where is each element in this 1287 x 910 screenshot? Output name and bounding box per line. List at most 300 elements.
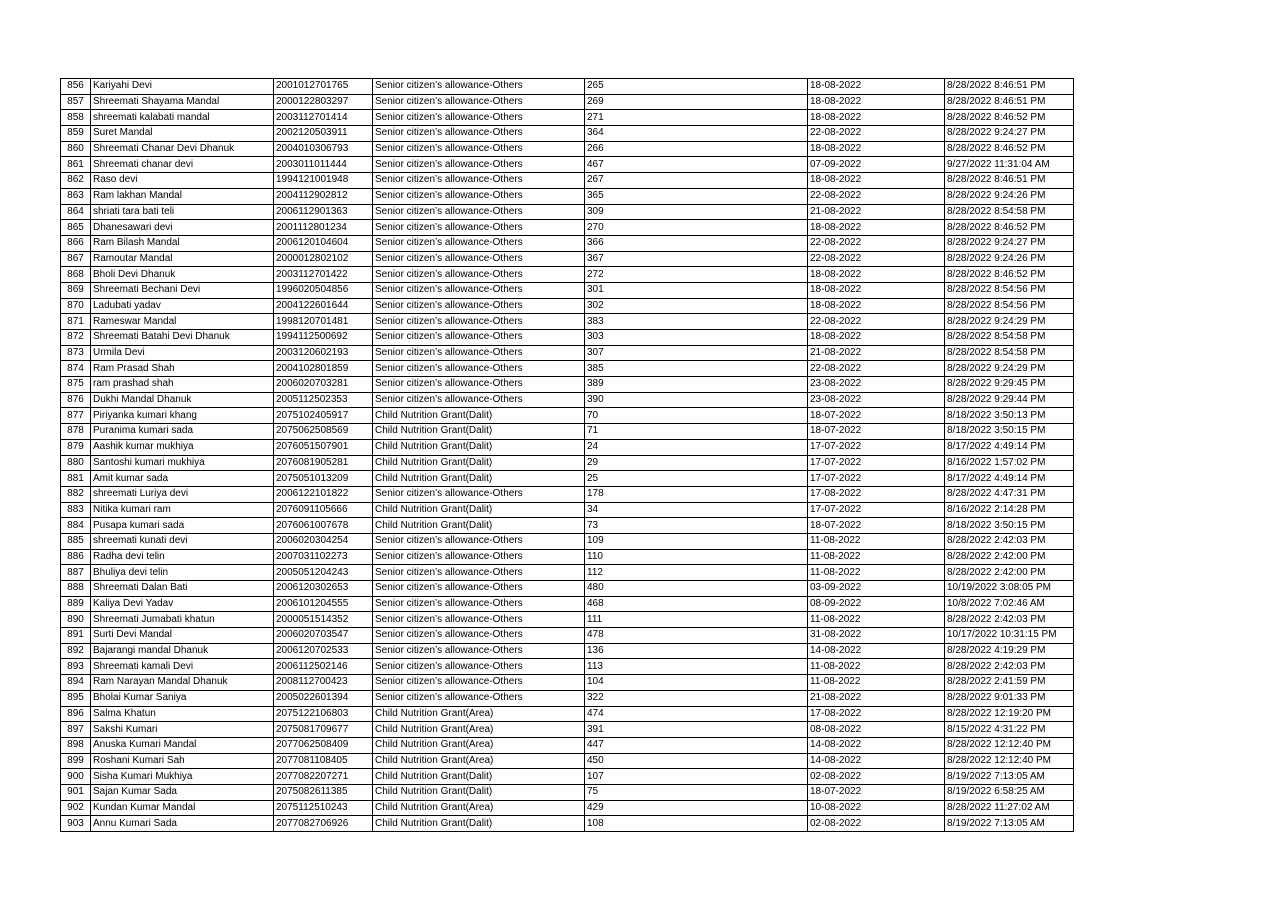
date-cell: 31-08-2022: [808, 628, 945, 644]
name-cell: Dhanesawari devi: [91, 220, 274, 236]
name-cell: Ram Narayan Mandal Dhanuk: [91, 675, 274, 691]
id-number-cell: 2002120503911: [274, 126, 373, 142]
table-row: [61, 737, 1074, 753]
code-cell: 111: [585, 612, 808, 628]
code-cell: 34: [585, 502, 808, 518]
name-cell: Radha devi telin: [91, 549, 274, 565]
id-number-cell: 2006120702533: [274, 643, 373, 659]
id-number-cell: 2076091105666: [274, 502, 373, 518]
name-cell: Salma Khatun: [91, 706, 274, 722]
name-cell: Shreemati Chanar Devi Dhanuk: [91, 141, 274, 157]
table-row: [61, 377, 1074, 393]
scheme-cell: Child Nutrition Grant(Dalit): [373, 502, 585, 518]
name-cell: Roshani Kumari Sah: [91, 753, 274, 769]
name-cell: Sajan Kumar Sada: [91, 784, 274, 800]
date-cell: 22-08-2022: [808, 251, 945, 267]
timestamp-cell: 8/28/2022 4:19:29 PM: [945, 643, 1074, 659]
table-row: [61, 408, 1074, 424]
serial-number-cell: 883: [61, 502, 91, 518]
timestamp-cell: 8/28/2022 9:24:27 PM: [945, 235, 1074, 251]
id-number-cell: 2077082706926: [274, 816, 373, 832]
id-number-cell: 2075082611385: [274, 784, 373, 800]
table-row: [61, 298, 1074, 314]
timestamp-cell: 8/28/2022 12:12:40 PM: [945, 753, 1074, 769]
name-cell: Kaliya Devi Yadav: [91, 596, 274, 612]
scheme-cell: Senior citizen’s allowance-Others: [373, 596, 585, 612]
date-cell: 18-07-2022: [808, 408, 945, 424]
name-cell: Piriyanka kumari khang: [91, 408, 274, 424]
table-row: [61, 345, 1074, 361]
code-cell: 29: [585, 455, 808, 471]
scheme-cell: Senior citizen’s allowance-Others: [373, 345, 585, 361]
scheme-cell: Senior citizen’s allowance-Others: [373, 204, 585, 220]
table-row: [61, 282, 1074, 298]
timestamp-cell: 8/28/2022 2:41:59 PM: [945, 675, 1074, 691]
timestamp-cell: 8/28/2022 8:46:51 PM: [945, 79, 1074, 95]
name-cell: Shreemati Shayama Mandal: [91, 94, 274, 110]
name-cell: Ram Bilash Mandal: [91, 235, 274, 251]
name-cell: Surti Devi Mandal: [91, 628, 274, 644]
code-cell: 383: [585, 314, 808, 330]
table-row: [61, 753, 1074, 769]
timestamp-cell: 8/19/2022 7:13:05 AM: [945, 816, 1074, 832]
date-cell: 11-08-2022: [808, 549, 945, 565]
date-cell: 21-08-2022: [808, 204, 945, 220]
serial-number-cell: 869: [61, 282, 91, 298]
code-cell: 366: [585, 235, 808, 251]
serial-number-cell: 890: [61, 612, 91, 628]
name-cell: Shreemati Batahi Devi Dhanuk: [91, 330, 274, 346]
date-cell: 17-07-2022: [808, 439, 945, 455]
timestamp-cell: 8/28/2022 2:42:00 PM: [945, 549, 1074, 565]
name-cell: Shreemati Dalan Bati: [91, 581, 274, 597]
serial-number-cell: 859: [61, 126, 91, 142]
scheme-cell: Senior citizen’s allowance-Others: [373, 110, 585, 126]
id-number-cell: 2076061007678: [274, 518, 373, 534]
scheme-cell: Senior citizen’s allowance-Others: [373, 157, 585, 173]
table-row: [61, 784, 1074, 800]
table-row: [61, 251, 1074, 267]
date-cell: 14-08-2022: [808, 737, 945, 753]
code-cell: 302: [585, 298, 808, 314]
scheme-cell: Child Nutrition Grant(Area): [373, 737, 585, 753]
id-number-cell: 2075062508569: [274, 424, 373, 440]
name-cell: Santoshi kumari mukhiya: [91, 455, 274, 471]
code-cell: 267: [585, 173, 808, 189]
serial-number-cell: 868: [61, 267, 91, 283]
date-cell: 18-07-2022: [808, 518, 945, 534]
table-row: [61, 392, 1074, 408]
id-number-cell: 2076081905281: [274, 455, 373, 471]
id-number-cell: 2006020703547: [274, 628, 373, 644]
serial-number-cell: 864: [61, 204, 91, 220]
name-cell: shreemati kalabati mandal: [91, 110, 274, 126]
id-number-cell: 2000051514352: [274, 612, 373, 628]
code-cell: 104: [585, 675, 808, 691]
table-row: [61, 188, 1074, 204]
table-row: [61, 424, 1074, 440]
table-row: [61, 628, 1074, 644]
table-row: [61, 157, 1074, 173]
serial-number-cell: 900: [61, 769, 91, 785]
timestamp-cell: 8/28/2022 8:54:58 PM: [945, 345, 1074, 361]
date-cell: 11-08-2022: [808, 565, 945, 581]
date-cell: 18-08-2022: [808, 220, 945, 236]
date-cell: 17-08-2022: [808, 706, 945, 722]
table-row: [61, 439, 1074, 455]
scheme-cell: Child Nutrition Grant(Dalit): [373, 439, 585, 455]
date-cell: 08-09-2022: [808, 596, 945, 612]
id-number-cell: 2004102801859: [274, 361, 373, 377]
table-row: [61, 690, 1074, 706]
code-cell: 70: [585, 408, 808, 424]
timestamp-cell: 8/28/2022 11:27:02 AM: [945, 800, 1074, 816]
name-cell: shriati tara bati teli: [91, 204, 274, 220]
serial-number-cell: 891: [61, 628, 91, 644]
timestamp-cell: 8/28/2022 9:01:33 PM: [945, 690, 1074, 706]
date-cell: 18-08-2022: [808, 141, 945, 157]
serial-number-cell: 886: [61, 549, 91, 565]
serial-number-cell: 889: [61, 596, 91, 612]
table-row: [61, 173, 1074, 189]
date-cell: 14-08-2022: [808, 643, 945, 659]
table-row: [61, 486, 1074, 502]
serial-number-cell: 903: [61, 816, 91, 832]
scheme-cell: Senior citizen’s allowance-Others: [373, 690, 585, 706]
date-cell: 18-08-2022: [808, 79, 945, 95]
name-cell: Aashik kumar mukhiya: [91, 439, 274, 455]
timestamp-cell: 8/28/2022 2:42:03 PM: [945, 659, 1074, 675]
code-cell: 390: [585, 392, 808, 408]
table-row: [61, 455, 1074, 471]
date-cell: 22-08-2022: [808, 126, 945, 142]
date-cell: 21-08-2022: [808, 345, 945, 361]
table-row: [61, 722, 1074, 738]
serial-number-cell: 877: [61, 408, 91, 424]
scheme-cell: Senior citizen’s allowance-Others: [373, 235, 585, 251]
table-row: [61, 330, 1074, 346]
date-cell: 08-08-2022: [808, 722, 945, 738]
table-row: [61, 800, 1074, 816]
table-row: [61, 110, 1074, 126]
table-row: [61, 361, 1074, 377]
timestamp-cell: 8/28/2022 4:47:31 PM: [945, 486, 1074, 502]
name-cell: Raso devi: [91, 173, 274, 189]
name-cell: Dukhi Mandal Dhanuk: [91, 392, 274, 408]
serial-number-cell: 894: [61, 675, 91, 691]
scheme-cell: Child Nutrition Grant(Dalit): [373, 471, 585, 487]
scheme-cell: Senior citizen’s allowance-Others: [373, 581, 585, 597]
code-cell: 303: [585, 330, 808, 346]
date-cell: 02-08-2022: [808, 769, 945, 785]
date-cell: 07-09-2022: [808, 157, 945, 173]
scheme-cell: Child Nutrition Grant(Area): [373, 706, 585, 722]
table-row: [61, 518, 1074, 534]
scheme-cell: Senior citizen’s allowance-Others: [373, 282, 585, 298]
scheme-cell: Senior citizen’s allowance-Others: [373, 565, 585, 581]
name-cell: Nitika kumari ram: [91, 502, 274, 518]
date-cell: 22-08-2022: [808, 314, 945, 330]
name-cell: Ram lakhan Mandal: [91, 188, 274, 204]
timestamp-cell: 8/28/2022 12:12:40 PM: [945, 737, 1074, 753]
timestamp-cell: 8/28/2022 8:54:58 PM: [945, 204, 1074, 220]
id-number-cell: 2003120602193: [274, 345, 373, 361]
table-row: [61, 220, 1074, 236]
serial-number-cell: 873: [61, 345, 91, 361]
timestamp-cell: 8/28/2022 8:46:51 PM: [945, 173, 1074, 189]
name-cell: Shreemati Bechani Devi: [91, 282, 274, 298]
serial-number-cell: 902: [61, 800, 91, 816]
id-number-cell: 2007031102273: [274, 549, 373, 565]
code-cell: 301: [585, 282, 808, 298]
serial-number-cell: 860: [61, 141, 91, 157]
scheme-cell: Senior citizen’s allowance-Others: [373, 220, 585, 236]
id-number-cell: 2006112502146: [274, 659, 373, 675]
table-row: [61, 769, 1074, 785]
id-number-cell: 2076051507901: [274, 439, 373, 455]
date-cell: 22-08-2022: [808, 361, 945, 377]
name-cell: Bholi Devi Dhanuk: [91, 267, 274, 283]
scheme-cell: Senior citizen’s allowance-Others: [373, 330, 585, 346]
timestamp-cell: 8/28/2022 9:24:26 PM: [945, 251, 1074, 267]
date-cell: 18-08-2022: [808, 330, 945, 346]
id-number-cell: 2004010306793: [274, 141, 373, 157]
scheme-cell: Senior citizen’s allowance-Others: [373, 643, 585, 659]
code-cell: 271: [585, 110, 808, 126]
serial-number-cell: 857: [61, 94, 91, 110]
table-row: [61, 581, 1074, 597]
code-cell: 25: [585, 471, 808, 487]
timestamp-cell: 8/19/2022 7:13:05 AM: [945, 769, 1074, 785]
scheme-cell: Child Nutrition Grant(Dalit): [373, 816, 585, 832]
serial-number-cell: 901: [61, 784, 91, 800]
code-cell: 71: [585, 424, 808, 440]
serial-number-cell: 878: [61, 424, 91, 440]
date-cell: 18-07-2022: [808, 784, 945, 800]
scheme-cell: Child Nutrition Grant(Area): [373, 800, 585, 816]
id-number-cell: 2006020304254: [274, 533, 373, 549]
serial-number-cell: 865: [61, 220, 91, 236]
code-cell: 391: [585, 722, 808, 738]
timestamp-cell: 8/28/2022 2:42:00 PM: [945, 565, 1074, 581]
scheme-cell: Child Nutrition Grant(Dalit): [373, 408, 585, 424]
serial-number-cell: 875: [61, 377, 91, 393]
name-cell: Ladubati yadav: [91, 298, 274, 314]
date-cell: 18-07-2022: [808, 424, 945, 440]
table-row: [61, 267, 1074, 283]
code-cell: 265: [585, 79, 808, 95]
id-number-cell: 2001012701765: [274, 79, 373, 95]
name-cell: Shreemati Jumabati khatun: [91, 612, 274, 628]
serial-number-cell: 872: [61, 330, 91, 346]
code-cell: 270: [585, 220, 808, 236]
code-cell: 365: [585, 188, 808, 204]
id-number-cell: 2003112701414: [274, 110, 373, 126]
timestamp-cell: 8/28/2022 2:42:03 PM: [945, 612, 1074, 628]
id-number-cell: 2003112701422: [274, 267, 373, 283]
serial-number-cell: 867: [61, 251, 91, 267]
scheme-cell: Child Nutrition Grant(Dalit): [373, 424, 585, 440]
date-cell: 18-08-2022: [808, 110, 945, 126]
date-cell: 22-08-2022: [808, 188, 945, 204]
id-number-cell: 2075122106803: [274, 706, 373, 722]
name-cell: Amit kumar sada: [91, 471, 274, 487]
table-row: [61, 612, 1074, 628]
code-cell: 480: [585, 581, 808, 597]
scheme-cell: Senior citizen’s allowance-Others: [373, 94, 585, 110]
code-cell: 109: [585, 533, 808, 549]
table-row: [61, 565, 1074, 581]
name-cell: Anuska Kumari Mandal: [91, 737, 274, 753]
serial-number-cell: 884: [61, 518, 91, 534]
code-cell: 110: [585, 549, 808, 565]
date-cell: 18-08-2022: [808, 282, 945, 298]
serial-number-cell: 858: [61, 110, 91, 126]
date-cell: 18-08-2022: [808, 94, 945, 110]
serial-number-cell: 866: [61, 235, 91, 251]
scheme-cell: Senior citizen’s allowance-Others: [373, 361, 585, 377]
date-cell: 17-08-2022: [808, 486, 945, 502]
timestamp-cell: 8/15/2022 4:31:22 PM: [945, 722, 1074, 738]
code-cell: 73: [585, 518, 808, 534]
name-cell: Puranima kumari sada: [91, 424, 274, 440]
date-cell: 17-07-2022: [808, 471, 945, 487]
scheme-cell: Senior citizen’s allowance-Others: [373, 79, 585, 95]
code-cell: 75: [585, 784, 808, 800]
name-cell: Bajarangi mandal Dhanuk: [91, 643, 274, 659]
date-cell: 22-08-2022: [808, 235, 945, 251]
timestamp-cell: 8/28/2022 8:46:52 PM: [945, 267, 1074, 283]
scheme-cell: Senior citizen’s allowance-Others: [373, 298, 585, 314]
name-cell: Rameswar Mandal: [91, 314, 274, 330]
serial-number-cell: 899: [61, 753, 91, 769]
date-cell: 03-09-2022: [808, 581, 945, 597]
serial-number-cell: 870: [61, 298, 91, 314]
id-number-cell: 1994121001948: [274, 173, 373, 189]
id-number-cell: 2004122601644: [274, 298, 373, 314]
scheme-cell: Senior citizen’s allowance-Others: [373, 141, 585, 157]
id-number-cell: 2006020703281: [274, 377, 373, 393]
code-cell: 364: [585, 126, 808, 142]
code-cell: 107: [585, 769, 808, 785]
serial-number-cell: 885: [61, 533, 91, 549]
serial-number-cell: 879: [61, 439, 91, 455]
scheme-cell: Child Nutrition Grant(Dalit): [373, 769, 585, 785]
timestamp-cell: 8/28/2022 9:24:27 PM: [945, 126, 1074, 142]
name-cell: Suret Mandal: [91, 126, 274, 142]
table-row: [61, 141, 1074, 157]
serial-number-cell: 893: [61, 659, 91, 675]
table-row: [61, 314, 1074, 330]
scheme-cell: Child Nutrition Grant(Dalit): [373, 455, 585, 471]
scheme-cell: Senior citizen’s allowance-Others: [373, 628, 585, 644]
table-row: [61, 471, 1074, 487]
table-row: [61, 706, 1074, 722]
id-number-cell: 2075051013209: [274, 471, 373, 487]
serial-number-cell: 861: [61, 157, 91, 173]
code-cell: 468: [585, 596, 808, 612]
table-row: [61, 502, 1074, 518]
id-number-cell: 2006101204555: [274, 596, 373, 612]
id-number-cell: 2075081709677: [274, 722, 373, 738]
scheme-cell: Senior citizen’s allowance-Others: [373, 314, 585, 330]
table-row: [61, 596, 1074, 612]
code-cell: 178: [585, 486, 808, 502]
date-cell: 18-08-2022: [808, 267, 945, 283]
scheme-cell: Senior citizen’s allowance-Others: [373, 675, 585, 691]
date-cell: 14-08-2022: [808, 753, 945, 769]
table-row: [61, 126, 1074, 142]
date-cell: 17-07-2022: [808, 502, 945, 518]
timestamp-cell: 10/19/2022 3:08:05 PM: [945, 581, 1074, 597]
id-number-cell: 2075112510243: [274, 800, 373, 816]
id-number-cell: 1996020504856: [274, 282, 373, 298]
date-cell: 23-08-2022: [808, 392, 945, 408]
id-number-cell: 2006120302653: [274, 581, 373, 597]
table-body: [61, 79, 1074, 832]
serial-number-cell: 887: [61, 565, 91, 581]
table-row: [61, 235, 1074, 251]
date-cell: 11-08-2022: [808, 612, 945, 628]
code-cell: 307: [585, 345, 808, 361]
id-number-cell: 2000122803297: [274, 94, 373, 110]
timestamp-cell: 8/28/2022 8:54:56 PM: [945, 298, 1074, 314]
timestamp-cell: 8/28/2022 8:54:56 PM: [945, 282, 1074, 298]
id-number-cell: 2005112502353: [274, 392, 373, 408]
serial-number-cell: 871: [61, 314, 91, 330]
date-cell: 18-08-2022: [808, 298, 945, 314]
code-cell: 113: [585, 659, 808, 675]
name-cell: Bholai Kumar Saniya: [91, 690, 274, 706]
scheme-cell: Senior citizen’s allowance-Others: [373, 377, 585, 393]
serial-number-cell: 892: [61, 643, 91, 659]
serial-number-cell: 863: [61, 188, 91, 204]
date-cell: 17-07-2022: [808, 455, 945, 471]
name-cell: Shreemati kamali Devi: [91, 659, 274, 675]
name-cell: Urmila Devi: [91, 345, 274, 361]
date-cell: 11-08-2022: [808, 675, 945, 691]
id-number-cell: 2075102405917: [274, 408, 373, 424]
timestamp-cell: 8/28/2022 8:46:52 PM: [945, 220, 1074, 236]
name-cell: Pusapa kumari sada: [91, 518, 274, 534]
id-number-cell: 2005051204243: [274, 565, 373, 581]
table-row: [61, 549, 1074, 565]
serial-number-cell: 880: [61, 455, 91, 471]
serial-number-cell: 882: [61, 486, 91, 502]
id-number-cell: 2008112700423: [274, 675, 373, 691]
id-number-cell: 1994112500692: [274, 330, 373, 346]
code-cell: 447: [585, 737, 808, 753]
code-cell: 309: [585, 204, 808, 220]
scheme-cell: Senior citizen’s allowance-Others: [373, 659, 585, 675]
id-number-cell: 2077082207271: [274, 769, 373, 785]
serial-number-cell: 896: [61, 706, 91, 722]
date-cell: 18-08-2022: [808, 173, 945, 189]
timestamp-cell: 8/18/2022 3:50:13 PM: [945, 408, 1074, 424]
timestamp-cell: 8/18/2022 3:50:15 PM: [945, 424, 1074, 440]
timestamp-cell: 8/17/2022 4:49:14 PM: [945, 439, 1074, 455]
id-number-cell: 2077062508409: [274, 737, 373, 753]
date-cell: 11-08-2022: [808, 659, 945, 675]
serial-number-cell: 898: [61, 737, 91, 753]
timestamp-cell: 9/27/2022 11:31:04 AM: [945, 157, 1074, 173]
timestamp-cell: 8/28/2022 9:24:26 PM: [945, 188, 1074, 204]
date-cell: 11-08-2022: [808, 533, 945, 549]
serial-number-cell: 876: [61, 392, 91, 408]
scheme-cell: Senior citizen’s allowance-Others: [373, 188, 585, 204]
scheme-cell: Child Nutrition Grant(Dalit): [373, 518, 585, 534]
date-cell: 23-08-2022: [808, 377, 945, 393]
